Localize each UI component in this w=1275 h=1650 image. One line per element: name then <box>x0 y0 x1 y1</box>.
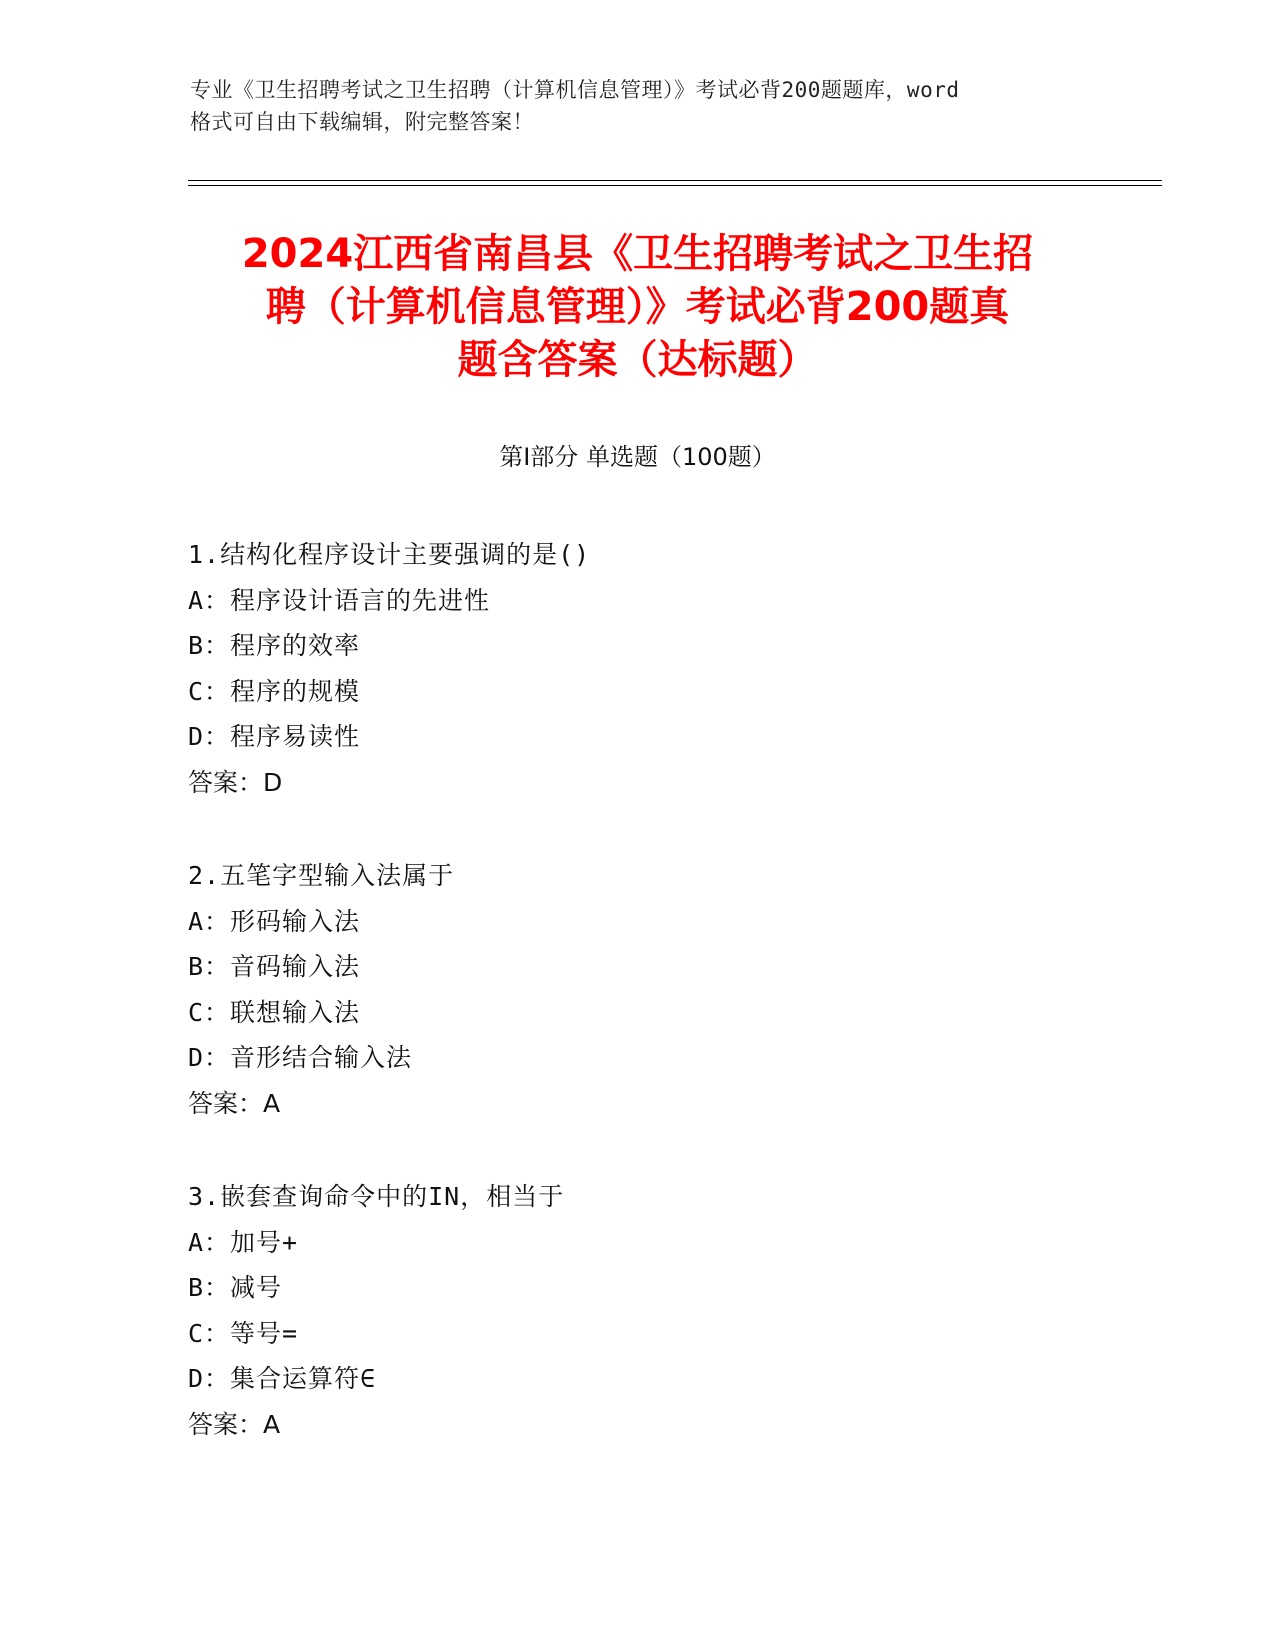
question-stem: 2.五笔字型输入法属于 <box>188 861 455 890</box>
header-divider-top <box>188 180 1162 181</box>
question-1 <box>188 532 1088 805</box>
option-d: D：音形结合输入法 <box>188 1043 413 1072</box>
question-3 <box>188 1174 1088 1447</box>
answer-key: 答案：A <box>188 1088 281 1118</box>
header-divider-bottom <box>188 185 1162 186</box>
option-b: B：减号 <box>188 1273 283 1302</box>
option-c: C：程序的规模 <box>188 676 361 706</box>
option-b: B：音码输入法 <box>188 952 361 981</box>
header-note-line-2: 格式可自由下载编辑，附完整答案！ <box>190 110 534 134</box>
option-d: D：集合运算符∈ <box>188 1364 377 1393</box>
option-c: C：等号= <box>188 1318 299 1348</box>
answer-key: 答案：D <box>188 767 283 797</box>
option-a: A：程序设计语言的先进性 <box>188 585 491 615</box>
question-2 <box>188 853 1088 1126</box>
header-note <box>190 74 1090 138</box>
header-note-line-1: 专业《卫生招聘考试之卫生招聘（计算机信息管理）》考试必背200题题库，word <box>190 78 960 102</box>
document-title-line-3: 题含答案（达标题） <box>457 337 818 383</box>
question-stem: 1.结构化程序设计主要强调的是() <box>188 540 591 569</box>
document-title <box>160 228 1115 387</box>
option-a: A：加号+ <box>188 1227 299 1257</box>
question-stem: 3.嵌套查询命令中的IN，相当于 <box>188 1182 565 1211</box>
document-title-line-2: 聘（计算机信息管理）》考试必背200题真 <box>265 284 1010 330</box>
document-title-line-1: 2024江西省南昌县《卫生招聘考试之卫生招 <box>241 231 1034 277</box>
option-c: C：联想输入法 <box>188 997 361 1027</box>
option-a: A：形码输入法 <box>188 906 361 936</box>
section-heading: 第Ⅰ部分 单选题（100题） <box>499 443 776 471</box>
answer-key: 答案：A <box>188 1409 281 1439</box>
option-b: B：程序的效率 <box>188 631 361 660</box>
option-d: D：程序易读性 <box>188 722 361 751</box>
